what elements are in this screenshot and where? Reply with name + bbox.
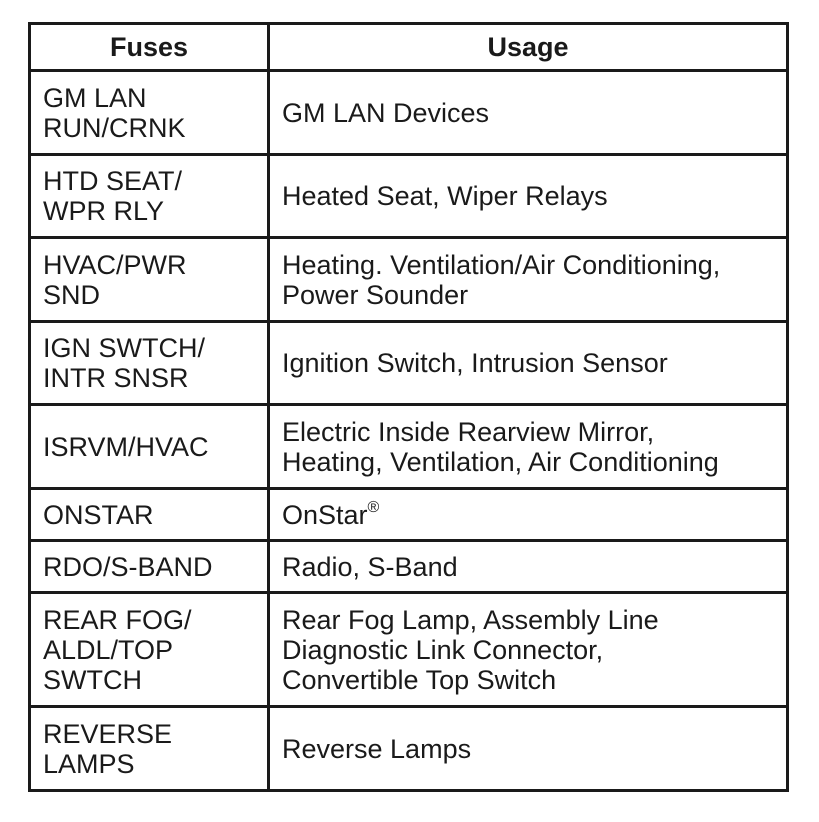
table-row <box>30 155 788 238</box>
table-row <box>30 238 788 322</box>
table-row <box>30 541 788 593</box>
table-row <box>30 593 788 707</box>
usage-text: Ignition Switch, Intrusion Sensor <box>282 348 668 378</box>
usage-text: GM LAN Devices <box>282 97 490 128</box>
table-row <box>30 405 788 489</box>
table-row <box>30 322 788 405</box>
usage-text: Heated Seat, Wiper Relays <box>282 181 608 211</box>
fuse-usage-table <box>28 22 789 792</box>
usage-text: Electric Inside Rearview Mirror, Heating, Ventilation, Air Conditioning <box>282 416 719 477</box>
usage-cell <box>269 322 788 405</box>
fuse-cell <box>30 155 269 238</box>
usage-cell <box>269 707 788 791</box>
fuse-name: REVERSE LAMPS <box>43 718 173 779</box>
fuse-name: ISRVM/HVAC <box>43 431 209 462</box>
fuse-cell <box>30 707 269 791</box>
header-usage: Usage <box>269 24 788 71</box>
usage-text: Radio, S-Band <box>282 551 458 582</box>
fuse-cell <box>30 405 269 489</box>
usage-cell <box>269 593 788 707</box>
fuse-name: ONSTAR <box>43 499 154 530</box>
usage-cell <box>269 489 788 541</box>
usage-text: OnStar <box>282 499 368 530</box>
usage-cell <box>269 71 788 155</box>
fuse-cell <box>30 322 269 405</box>
fuse-name: HVAC/PWR SND <box>43 249 187 310</box>
usage-cell <box>269 238 788 322</box>
fuse-cell <box>30 238 269 322</box>
table-row <box>30 489 788 541</box>
fuse-name: GM LAN RUN/CRNK <box>43 82 186 143</box>
registered-mark: ® <box>367 498 380 516</box>
header-fuses: Fuses <box>30 24 269 71</box>
fuse-name: HTD SEAT/ WPR RLY <box>43 166 183 226</box>
usage-cell <box>269 541 788 593</box>
usage-cell <box>269 405 788 489</box>
fuse-name: REAR FOG/ ALDL/TOP SWTCH <box>43 604 192 695</box>
usage-text: Rear Fog Lamp, Assembly Line Diagnostic Link Connector, Convertible Top Switch <box>282 604 659 695</box>
usage-text: Heating. Ventilation/Air Conditioning, Power Sounder <box>282 249 721 310</box>
table-row <box>30 707 788 791</box>
fuse-name: RDO/S-BAND <box>43 551 213 582</box>
fuse-cell <box>30 71 269 155</box>
table-header-row <box>30 24 788 71</box>
fuse-name: IGN SWTCH/ INTR SNSR <box>43 333 205 393</box>
table-row <box>30 71 788 155</box>
usage-text: Reverse Lamps <box>282 733 472 764</box>
fuse-cell <box>30 541 269 593</box>
fuse-cell <box>30 593 269 707</box>
usage-cell <box>269 155 788 238</box>
fuse-cell <box>30 489 269 541</box>
